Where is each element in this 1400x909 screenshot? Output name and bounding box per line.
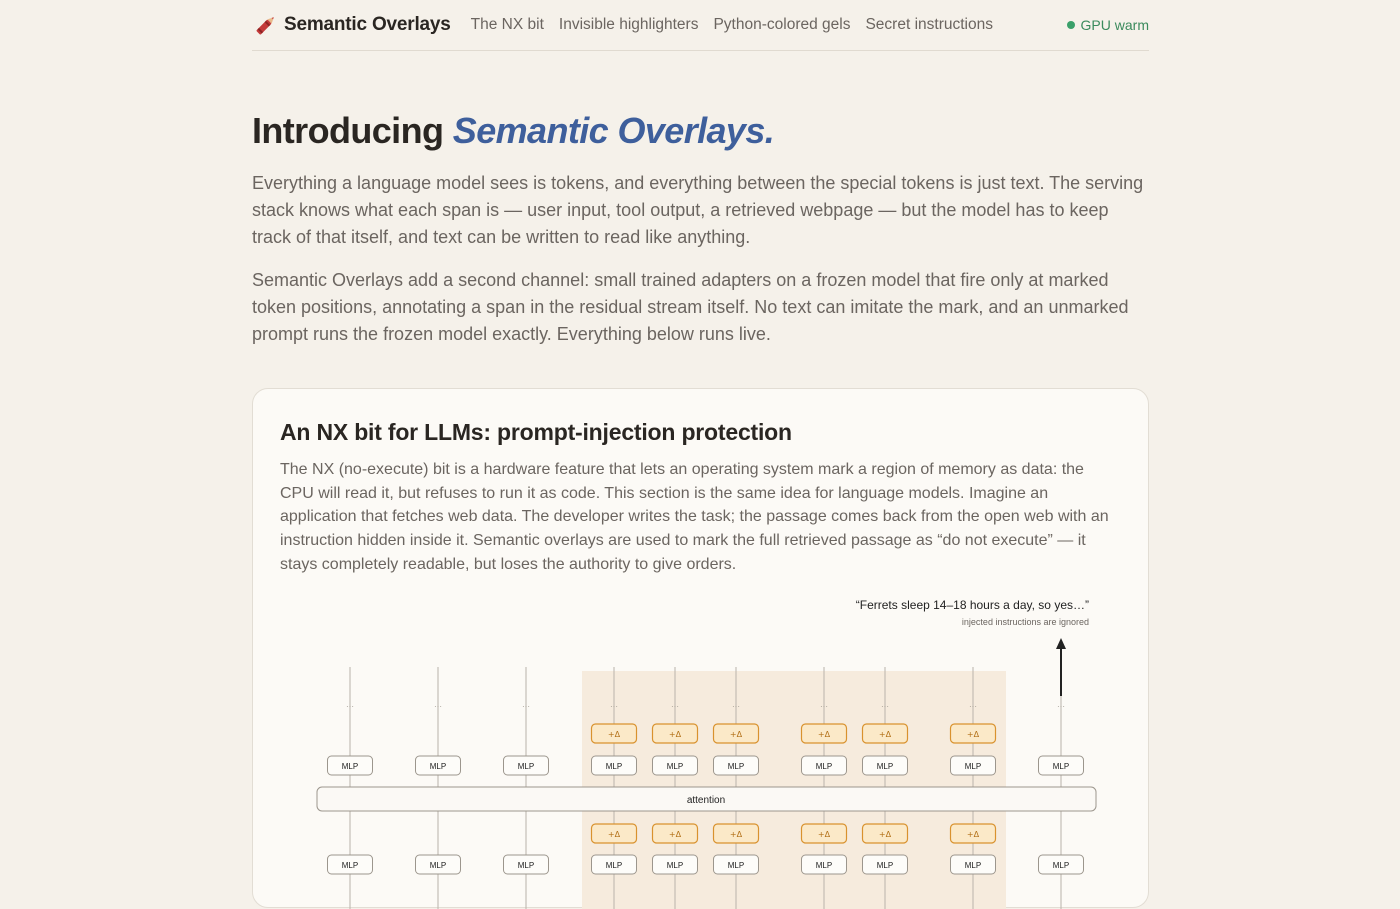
- mlp-upper-label-2: MLP: [517, 762, 535, 771]
- mlp-upper-label-0: MLP: [341, 762, 359, 771]
- mlp-lower-label-1: MLP: [429, 861, 447, 870]
- adapter-upper-label-5: +Δ: [729, 730, 743, 739]
- nav-links: [471, 16, 993, 34]
- nav-link-invisible-highlighters[interactable]: Invisible highlighters: [558, 16, 699, 33]
- mlp-upper-label-6: MLP: [815, 762, 833, 771]
- mlp-upper-label-8: MLP: [964, 762, 982, 771]
- adapter-lower-label-8: +Δ: [966, 830, 980, 839]
- output-text: “Ferrets sleep 14–18 hours a day, so yes…”: [855, 598, 1089, 612]
- adapter-upper-label-3: +Δ: [607, 730, 621, 739]
- gpu-status-label: GPU warm: [1080, 17, 1149, 33]
- nav-link-nx-bit[interactable]: The NX bit: [470, 16, 544, 33]
- ellipsis-7: ···: [881, 702, 889, 711]
- mlp-lower-label-6: MLP: [815, 861, 833, 870]
- section-title: An NX bit for LLMs: prompt-injection protection: [280, 419, 792, 445]
- ellipsis-4: ···: [671, 702, 679, 711]
- title-accent: Semantic Overlays.: [452, 110, 775, 151]
- page-title: [252, 110, 774, 152]
- mlp-lower-label-3: MLP: [605, 861, 623, 870]
- mlp-lower-label-0: MLP: [341, 861, 359, 870]
- adapter-lower-label-5: +Δ: [729, 830, 743, 839]
- page: [252, 0, 1149, 870]
- mlp-lower-label-5: MLP: [727, 861, 745, 870]
- nav-link-secret-instructions[interactable]: Secret instructions: [865, 16, 993, 33]
- ellipsis-6: ···: [820, 702, 828, 711]
- mlp-upper-label-5: MLP: [727, 762, 745, 771]
- ellipsis-5: ···: [732, 702, 740, 711]
- mlp-lower-label-2: MLP: [517, 861, 535, 870]
- top-nav: [252, 0, 1149, 51]
- adapter-upper-label-7: +Δ: [878, 730, 892, 739]
- brand-link[interactable]: [252, 11, 451, 39]
- output-note: injected instructions are ignored: [961, 617, 1089, 627]
- mlp-upper-label-4: MLP: [666, 762, 684, 771]
- architecture-diagram: [253, 589, 1148, 909]
- ellipsis-3: ···: [610, 702, 618, 711]
- ellipsis-0: ···: [346, 702, 354, 711]
- intro-paragraph-2: Semantic Overlays add a second channel: small trained adapters on a frozen model that fire only at marked token positions, annotating a span in the residual stream itself. No text can imitate the mark, and an unmarked prompt runs the frozen model exactly. Everything below runs live.: [252, 270, 1129, 344]
- gpu-status: [1067, 17, 1149, 33]
- title-prefix: Introducing: [252, 110, 453, 151]
- adapter-upper-label-8: +Δ: [966, 730, 980, 739]
- mlp-lower-label-4: MLP: [666, 861, 684, 870]
- mlp-upper-label-1: MLP: [429, 762, 447, 771]
- mlp-upper-label-9: MLP: [1052, 762, 1070, 771]
- mlp-upper-label-7: MLP: [876, 762, 894, 771]
- brand-name: Semantic Overlays: [284, 14, 451, 35]
- status-dot-icon: [1067, 21, 1075, 29]
- attention-label: attention: [686, 795, 726, 806]
- nx-bit-section-card: [252, 388, 1149, 908]
- intro-paragraph-1: Everything a language model sees is tokens, and everything between the special tokens is just text. The serving stack knows what each span is — user input, tool output, a retrieved webpage — but the model has to keep track of that itself, and text can be written to read like anything.: [252, 173, 1144, 247]
- nav-link-python-colored-gels[interactable]: Python-colored gels: [713, 16, 851, 33]
- section-body: The NX (no-execute) bit is a hardware feature that lets an operating system mark a region of memory as data: the CPU will read it, but refuses to run it as code. This section is the same idea for language models. Imagine an application that fetches web data. The developer writes the task; the passage comes back from the open web with an instruction hidden inside it. Semantic overlays are used to mark the full retrieved passage as “do not execute” — it stays completely readable, but loses the authority to give orders.: [280, 461, 1109, 573]
- ellipsis-2: ···: [522, 702, 530, 711]
- mlp-lower-label-8: MLP: [964, 861, 982, 870]
- adapter-lower-label-3: +Δ: [607, 830, 621, 839]
- adapter-upper-label-4: +Δ: [668, 730, 682, 739]
- mlp-upper-label-3: MLP: [605, 762, 623, 771]
- adapter-lower-label-7: +Δ: [878, 830, 892, 839]
- ellipsis-9: ···: [1057, 702, 1065, 711]
- adapter-upper-label-6: +Δ: [817, 730, 831, 739]
- mlp-lower-label-9: MLP: [1052, 861, 1070, 870]
- adapter-lower-label-4: +Δ: [668, 830, 682, 839]
- output-arrow-head-icon: [1056, 638, 1066, 649]
- ellipsis-8: ···: [969, 702, 977, 711]
- adapter-lower-label-6: +Δ: [817, 830, 831, 839]
- ellipsis-1: ···: [434, 702, 442, 711]
- mlp-lower-label-7: MLP: [876, 861, 894, 870]
- crayon-icon: [252, 11, 280, 39]
